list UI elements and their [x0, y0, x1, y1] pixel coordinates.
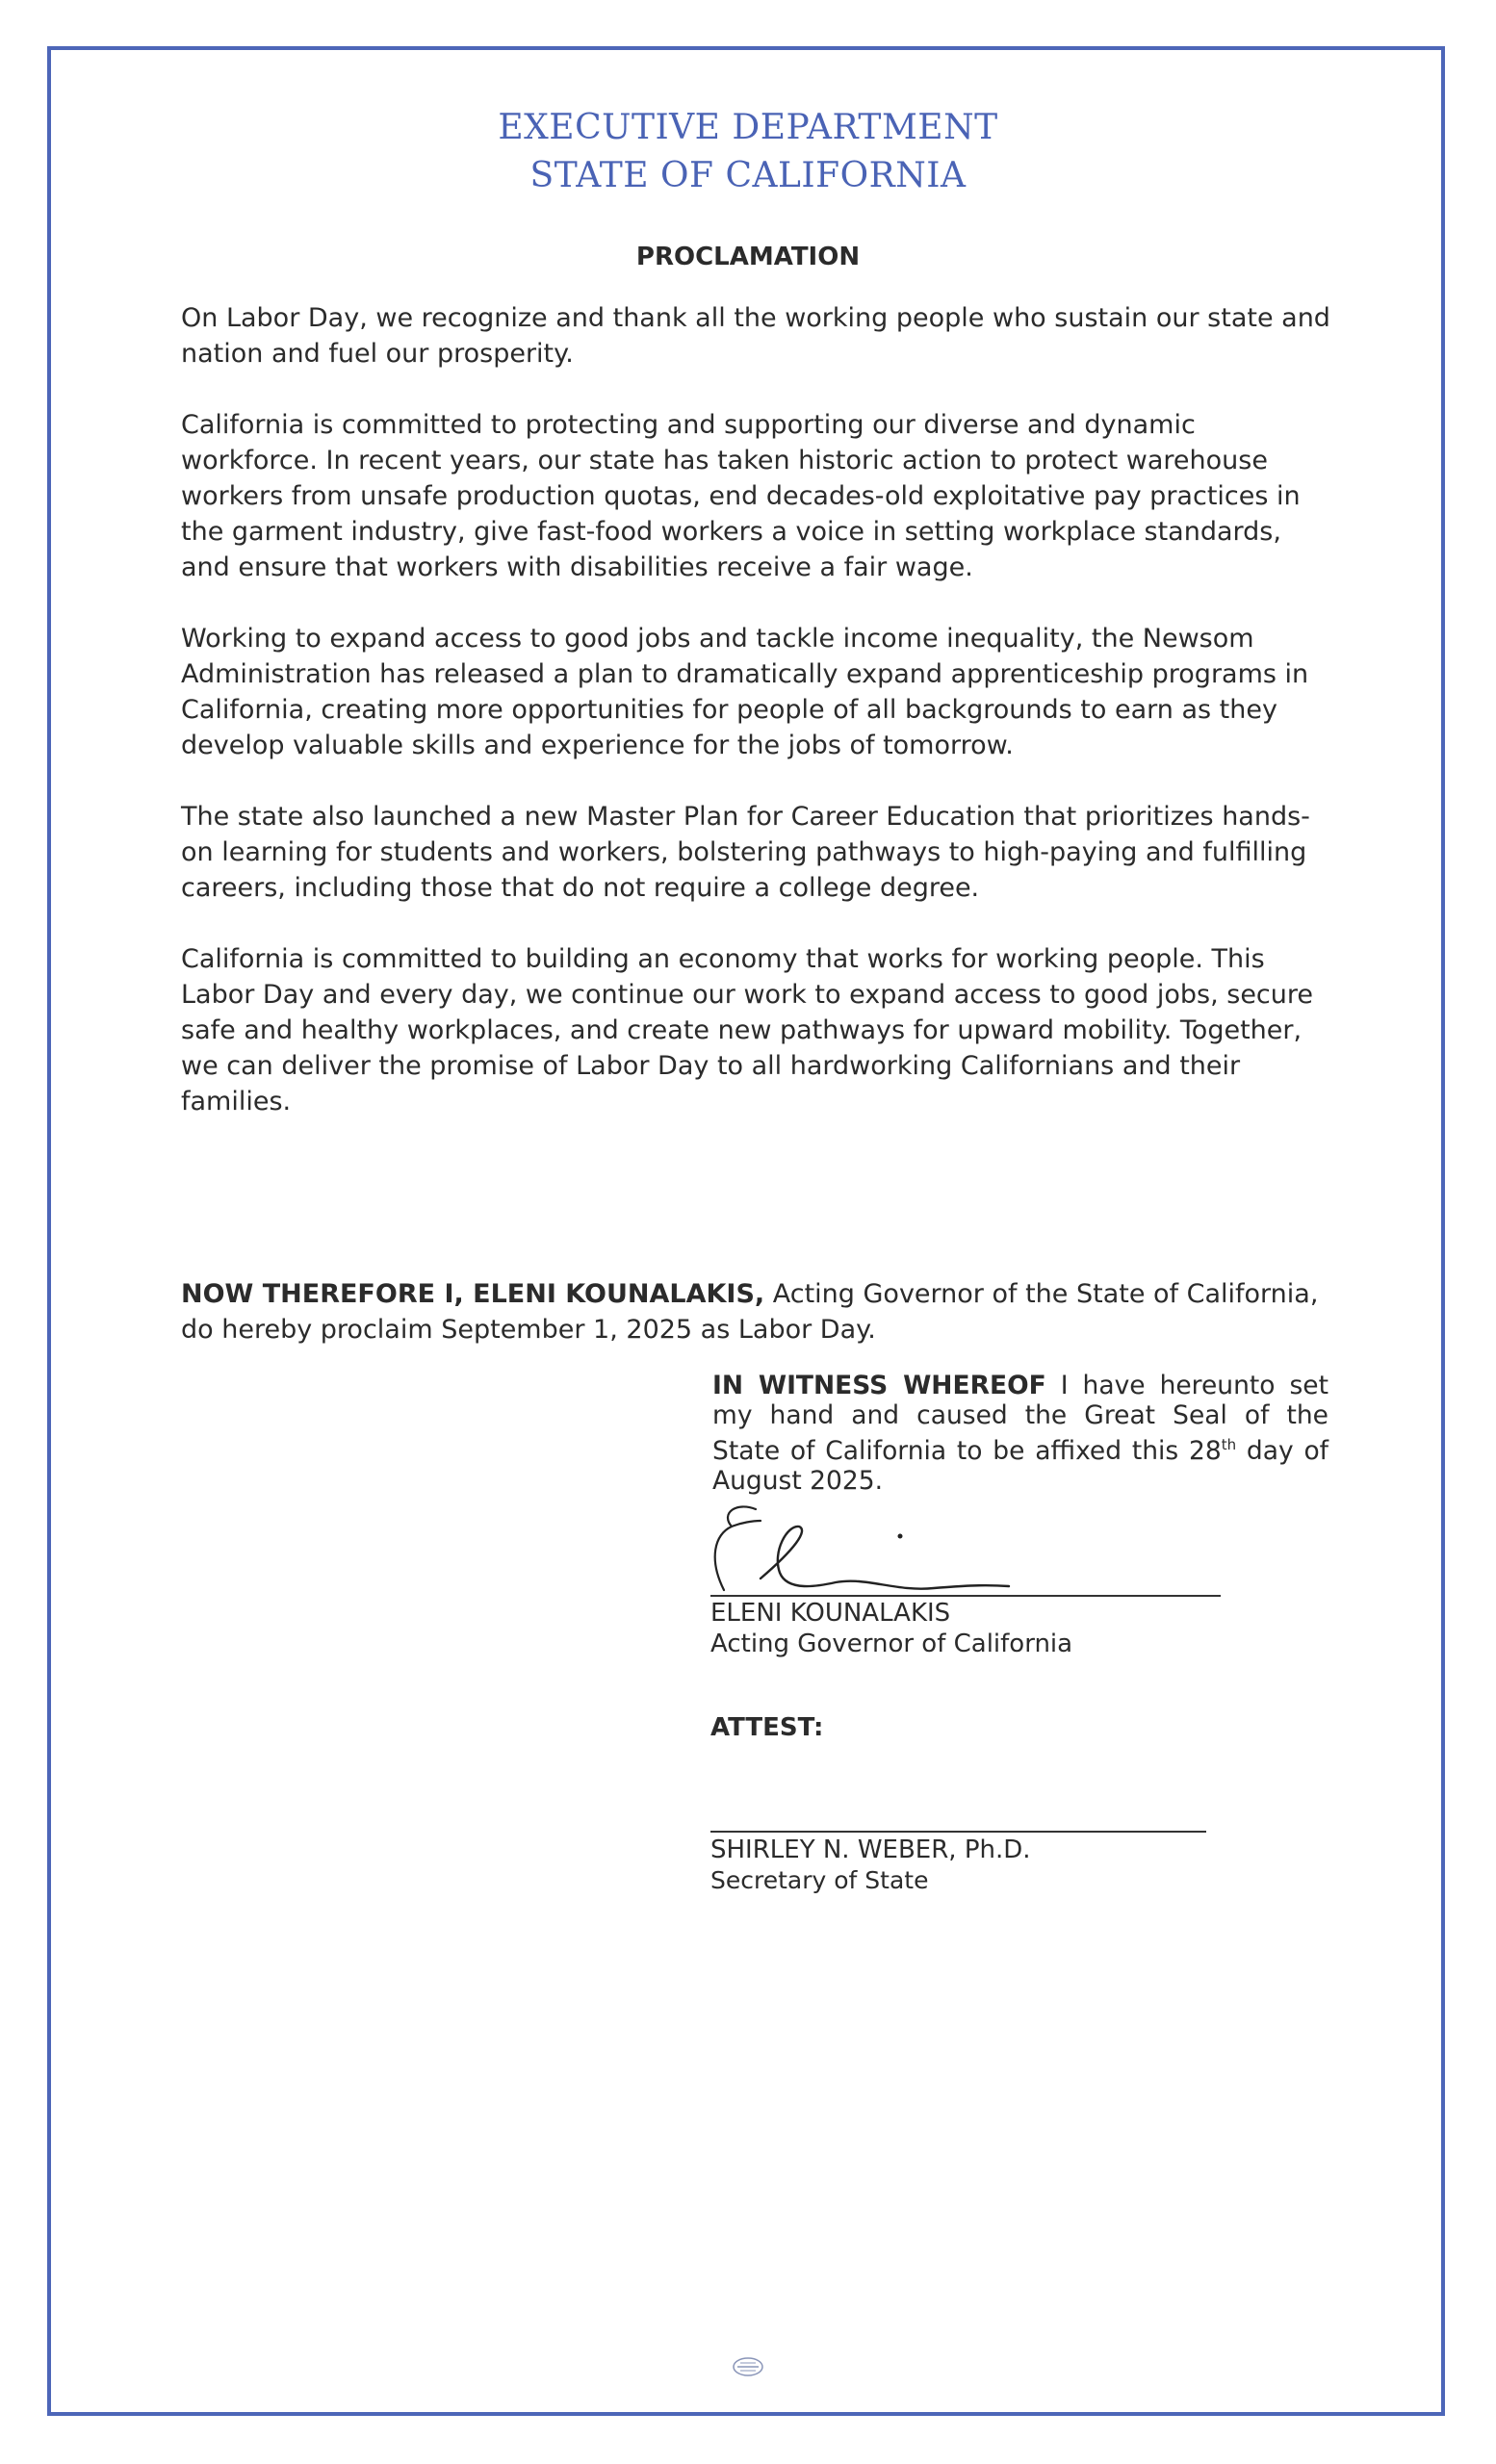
governor-signature-line: [710, 1595, 1221, 1597]
paragraph-1: On Labor Day, we recognize and thank all the working people who sustain our state and nation and fuel our prosperity.: [181, 303, 1330, 369]
seal-emblem-icon: [732, 2356, 764, 2377]
proclamation-body: [181, 300, 1336, 1155]
letterhead: [0, 104, 1496, 200]
witness-date: day of August 2025.: [712, 1435, 1328, 1496]
secretary-title: Secretary of State: [710, 1866, 929, 1894]
secretary-signature-block: [710, 1835, 1288, 1896]
secretary-name: SHIRLEY N. WEBER, Ph.D.: [710, 1835, 1031, 1864]
proclamation-lead: NOW THEREFORE I, ELENI KOUNALAKIS,: [181, 1279, 765, 1309]
paragraph-2: California is committed to protecting and supporting our diverse and dynamic workforce. In recent years, our state has taken historic action to protect warehouse workers from unsafe production quotas, end decades-old exploitative pay practices in the garment industry, give fast-food workers a voice in setting workplace standards, and ensure that workers with disabilities receive a fair wage.: [181, 410, 1301, 582]
paragraph-4: The state also launched a new Master Plan for Career Education that prioritizes hands-on learning for students and workers, bolstering pathways to high-paying and fulfilling careers, including those that do not require a college degree.: [181, 802, 1310, 903]
witness-clause: [712, 1371, 1328, 1496]
paragraph-3: Working to expand access to good jobs and tackle income inequality, the Newsom Administration has released a plan to dramatically expand apprenticeship programs in California, creating more opportunities for people of all backgrounds to earn as they develop valuable skills and experience for the jobs of tomorrow.: [181, 624, 1309, 760]
attest-label: ATTEST:: [710, 1713, 824, 1742]
letterhead-line-2: STATE OF CALIFORNIA: [529, 156, 967, 195]
paragraph-5: California is committed to building an economy that works for working people. This Labor Day and every day, we continue our work to expand access to good jobs, secure safe and healthy workplaces, and create new pathways for upward mobility. Together, we can deliver the promise of Labor Day to all hardworking Californians and their families.: [181, 944, 1314, 1116]
governor-signature-block: [710, 1598, 1288, 1659]
witness-lead: IN WITNESS WHEREOF: [712, 1371, 1046, 1400]
proclamation-text: Acting Governor of the State of California, do hereby proclaim September 1, 2025 as Labor Day.: [181, 1279, 1319, 1345]
document-title: PROCLAMATION: [635, 243, 861, 271]
witness-text: I have hereunto set my hand and caused the Great Seal of the State of California to be affixed this 28: [712, 1371, 1328, 1466]
witness-superscript: th: [1221, 1436, 1237, 1453]
proclamation-statement: [181, 1276, 1336, 1348]
governor-title: Acting Governor of California: [710, 1630, 1073, 1658]
secretary-signature-line: [710, 1831, 1206, 1833]
letterhead-line-1: EXECUTIVE DEPARTMENT: [498, 108, 998, 147]
governor-name: ELENI KOUNALAKIS: [710, 1599, 951, 1628]
